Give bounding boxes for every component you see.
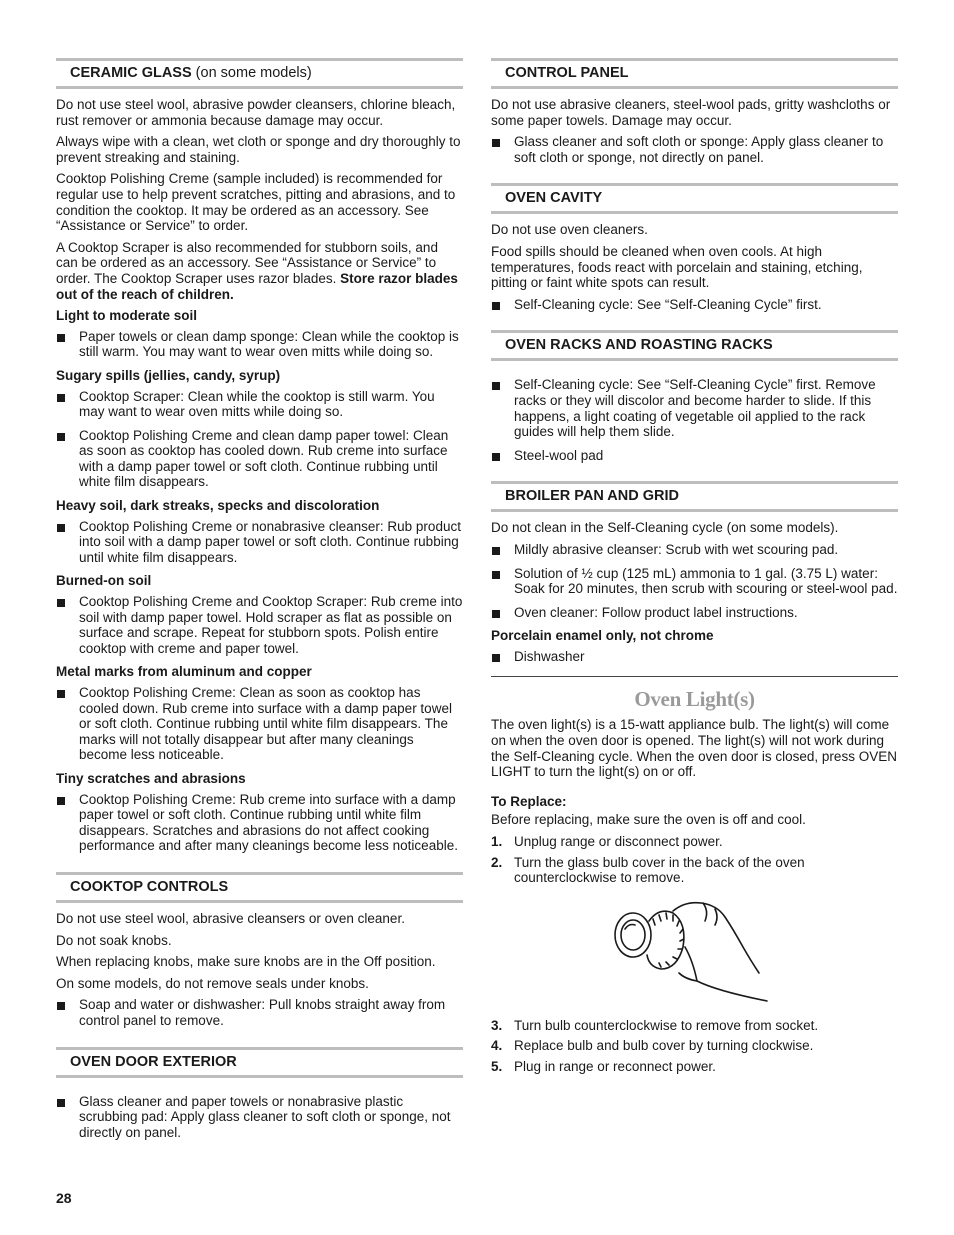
subheading-sugary-spills: Sugary spills (jellies, candy, syrup) — [56, 367, 281, 383]
bullet-square-icon — [57, 690, 65, 698]
bullet-item: Cooktop Scraper: Clean while the cooktop is still warm. You may want to wear oven mitts while doing so. — [56, 389, 463, 420]
bullet-square-icon — [57, 599, 65, 607]
bullet-item: Self-Cleaning cycle: See “Self-Cleaning Cycle” first. Remove racks or they will discolor and become harder to slide. If this happens, a light coating of vegetable oil applied to the rack guides will help them slide. — [491, 377, 898, 439]
subheading-burned-on-soil: Burned-on soil — [56, 573, 152, 589]
page-number: 28 — [56, 1190, 72, 1206]
section-heading-ceramic-glass: CERAMIC GLASS (on some models) — [56, 58, 463, 89]
subheading-porcelain-enamel: Porcelain enamel only, not chrome — [491, 628, 714, 644]
paragraph: Do not use steel wool, abrasive cleansers or oven cleaner. — [56, 910, 405, 926]
bullet-square-icon — [57, 797, 65, 805]
bullet-square-icon — [492, 453, 500, 461]
bullet-item: Dishwasher — [491, 649, 898, 665]
bullet-square-icon — [492, 382, 500, 390]
bullet-item: Steel-wool pad — [491, 448, 898, 464]
paragraph: Do not use abrasive cleaners, steel-wool pads, gritty washcloths or some paper towels. Damage may occur. — [491, 97, 891, 128]
bullet-square-icon — [492, 547, 500, 555]
bullet-square-icon — [57, 1099, 65, 1107]
subheading-tiny-scratches: Tiny scratches and abrasions — [56, 770, 246, 786]
bullet-square-icon — [492, 571, 500, 579]
paragraph: A Cooktop Scraper is also recommended for stubborn soils, and can be ordered as an accessory. See “Assistance or Service” to order. The Cooktop Scraper uses razor blades. Store razor blades out of the reach of children. — [56, 239, 458, 302]
bullet-square-icon — [57, 334, 65, 342]
oven-light-title: Oven Light(s) — [634, 687, 755, 712]
paragraph: Do not clean in the Self-Cleaning cycle (on some models). — [491, 520, 839, 536]
paragraph: Before replacing, make sure the oven is off and cool. — [491, 812, 806, 828]
bullet-item: Cooktop Polishing Creme: Rub creme into surface with a damp paper towel or soft cloth. Continue rubbing until white film disappears. Scratches and abrasions do not affect cooking performance and after many cleanings become less noticeable. — [56, 792, 463, 854]
bullet-item: Cooktop Polishing Creme or nonabrasive cleanser: Rub product into soil with a damp paper towel or soft cloth. Continue rubbing until white film disappears. — [56, 519, 463, 566]
step-item: 4. Replace bulb and bulb cover by turning clockwise. — [491, 1038, 814, 1054]
paragraph: On some models, do not remove seals under knobs. — [56, 975, 369, 991]
step-item: 3. Turn bulb counterclockwise to remove from socket. — [491, 1017, 819, 1033]
paragraph: Always wipe with a clean, wet cloth or sponge and dry thoroughly to prevent streaking and staining. — [56, 134, 461, 165]
paragraph: When replacing knobs, make sure knobs are in the Off position. — [56, 954, 436, 970]
paragraph: Do not use oven cleaners. — [491, 222, 648, 238]
bulb-cover-hand-illustration — [611, 897, 781, 1007]
step-item: 1. Unplug range or disconnect power. — [491, 834, 723, 850]
bullet-item: Glass cleaner and paper towels or nonabrasive plastic scrubbing pad: Apply glass cleaner to soft cloth or sponge, not directly on panel. — [56, 1094, 463, 1141]
bullet-item: Solution of ½ cup (125 mL) ammonia to 1 gal. (3.75 L) water: Soak for 20 minutes, then scrub with scouring or steel-wool pad. — [491, 566, 898, 597]
bullet-item: Glass cleaner and soft cloth or sponge: Apply glass cleaner to soft cloth or sponge, not directly on panel. — [491, 134, 898, 165]
bullet-item: Cooktop Polishing Creme: Clean as soon as cooktop has cooled down. Rub creme into surface with a damp paper towel or soft cloth. Continue rubbing until white film disappears. The marks will not totally disappear but after many cleanings become less noticeable. — [56, 685, 463, 763]
step-item: 5. Plug in range or reconnect power. — [491, 1059, 716, 1074]
section-heading-control-panel: CONTROL PANEL — [491, 58, 898, 89]
paragraph: The oven light(s) is a 15-watt appliance bulb. The light(s) will come on when the oven door is opened. The light(s) will not work during the Self-Cleaning cycle. When the oven door is closed, press OVEN LIGHT to turn the light(s) on or off. — [491, 717, 897, 780]
left-column — [56, 58, 463, 1148]
section-divider — [491, 676, 898, 677]
section-heading-broiler-pan: BROILER PAN AND GRID — [491, 481, 898, 512]
bullet-item: Oven cleaner: Follow product label instructions. — [491, 605, 898, 621]
bullet-square-icon — [57, 524, 65, 532]
section-heading-cooktop-controls: COOKTOP CONTROLS — [56, 872, 463, 903]
bullet-item: Mildly abrasive cleanser: Scrub with wet scouring pad. — [491, 542, 898, 558]
bullet-square-icon — [57, 394, 65, 402]
subheading-to-replace: To Replace: — [491, 793, 567, 809]
paragraph: Do not use steel wool, abrasive powder cleansers, chlorine bleach, rust remover or ammonia because damage may occur. — [56, 97, 456, 128]
bullet-square-icon — [492, 302, 500, 310]
section-heading-oven-door-exterior: OVEN DOOR EXTERIOR — [56, 1047, 463, 1078]
bullet-square-icon — [492, 610, 500, 618]
bullet-item: Cooktop Polishing Creme and Cooktop Scraper: Rub creme into soil with damp paper towel. Hold scraper as flat as possible on surface and scrape. Repeat for stubborn spots. Polish entire cooktop with creme and paper towel. — [56, 594, 463, 656]
bullet-item: Soap and water or dishwasher: Pull knobs straight away from control panel to remove. — [56, 997, 463, 1028]
step-item: 2. Turn the glass bulb cover in the back of the oven counterclockwise to remove. — [491, 854, 805, 886]
bullet-item: Self-Cleaning cycle: See “Self-Cleaning Cycle” first. — [491, 297, 898, 313]
right-column — [491, 58, 898, 1080]
section-heading-oven-racks: OVEN RACKS AND ROASTING RACKS — [491, 330, 898, 361]
bullet-item: Cooktop Polishing Creme and clean damp paper towel: Clean as soon as cooktop has cooled down. Rub creme into surface with a damp paper towel or soft cloth. Continue rubbing until white film disappears. — [56, 428, 463, 490]
subheading-heavy-soil: Heavy soil, dark streaks, specks and discoloration — [56, 498, 380, 514]
paragraph: Food spills should be cleaned when oven cools. At high temperatures, foods react with porcelain and staining, etching, pitting or faint white spots can result. — [491, 243, 863, 291]
bullet-square-icon — [492, 654, 500, 662]
paragraph: Do not soak knobs. — [56, 932, 172, 948]
paragraph: Cooktop Polishing Creme (sample included) is recommended for regular use to help prevent scratches, pitting and abrasions, and to condition the cooktop. It may be ordered as an accessory. See “Assistance or Service” to order. — [56, 171, 456, 234]
bullet-square-icon — [57, 1002, 65, 1010]
subheading-light-soil: Light to moderate soil — [56, 308, 198, 324]
section-heading-oven-cavity: OVEN CAVITY — [491, 183, 898, 214]
bullet-item: Paper towels or clean damp sponge: Clean while the cooktop is still warm. You may want to wear oven mitts while doing so. — [56, 329, 463, 360]
bullet-square-icon — [57, 433, 65, 441]
subheading-metal-marks: Metal marks from aluminum and copper — [56, 664, 312, 680]
bullet-square-icon — [492, 139, 500, 147]
